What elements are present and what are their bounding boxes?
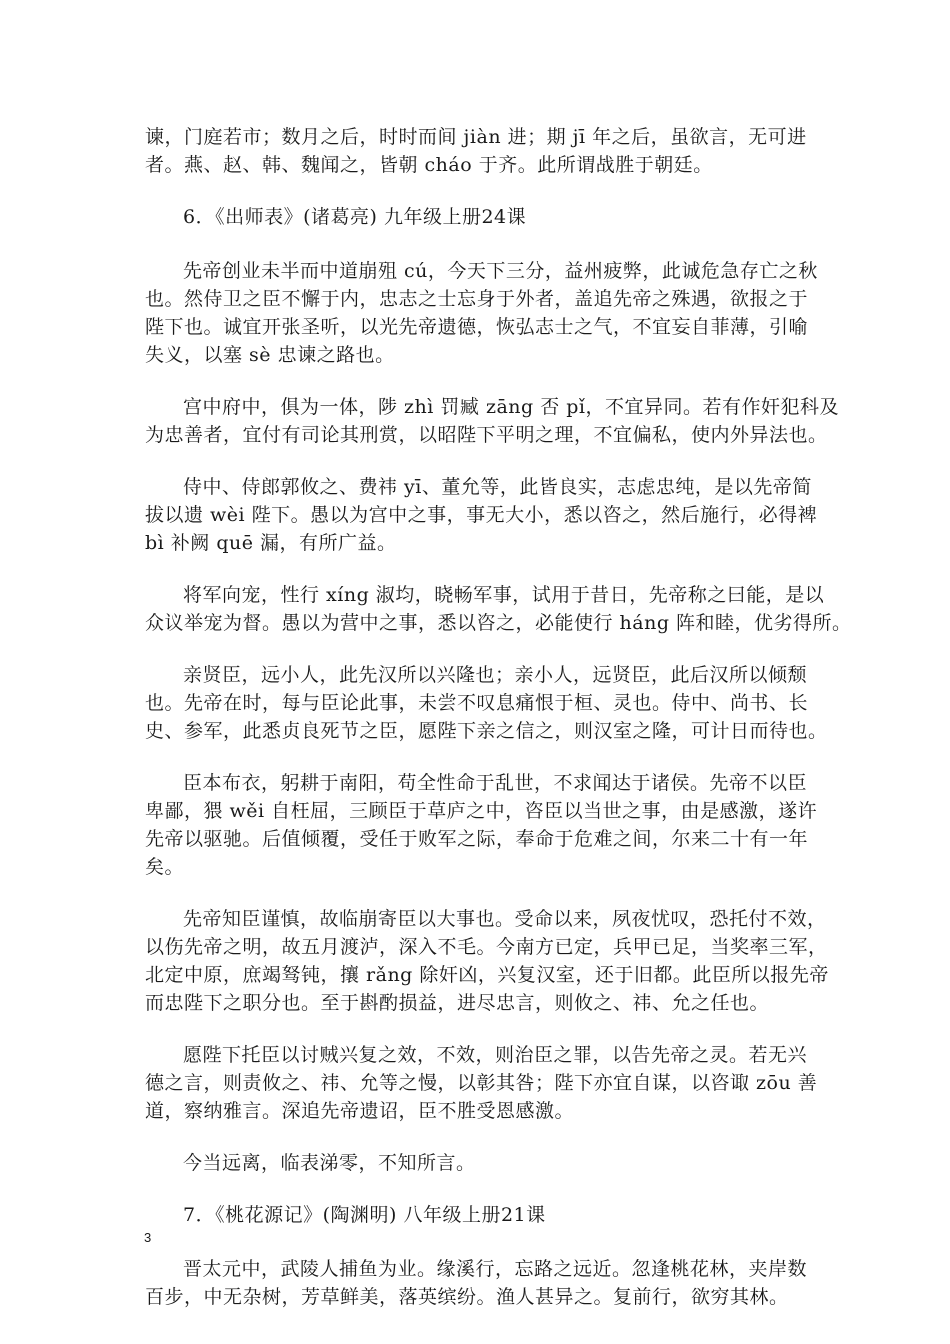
text-line: 失义，以塞 sè 忠谏之路也。 <box>145 344 395 366</box>
text-line: 史、参军，此悉贞良死节之臣，愿陛下亲之信之，则汉室之隆，可计日而待也。 <box>145 720 828 742</box>
paragraph-6-1 <box>145 257 818 369</box>
paragraph-6-9 <box>145 1149 805 1177</box>
text-line: 臣本布衣，躬耕于南阳，苟全性命于乱世，不求闻达于诸侯。先帝不以臣 <box>183 772 808 794</box>
text-line: 百步，中无杂树，芳草鲜美，落英缤纷。渔人甚异之。复前行，欲穷其林。 <box>145 1286 789 1308</box>
text-line: 拔以遗 wèi 陛下。愚以为宫中之事，事无大小，悉以咨之，然后施行，必得裨 <box>145 504 818 526</box>
text-line: 为忠善者，宜付有司论其刑赏，以昭陛下平明之理，不宜偏私，使内外异法也。 <box>145 424 828 446</box>
intro-paragraph <box>145 123 805 179</box>
text-line: 宫中府中，俱为一体，陟 zhì 罚臧 zāng 否 pǐ，不宜异同。若有作奸犯科及 <box>183 396 839 418</box>
text-line: 德之言，则责攸之、祎、允等之慢，以彰其咎；陛下亦宜自谋，以咨诹 zōu 善 <box>145 1072 818 1094</box>
text-line: 亲贤臣，远小人，此先汉所以兴隆也；亲小人，远贤臣，此后汉所以倾颓 <box>183 664 808 686</box>
paragraph-7-1 <box>145 1255 808 1311</box>
section-heading-7: 7．《桃花源记》(陶渊明) 八年级上册21课 <box>183 1204 546 1226</box>
text-line: 以伤先帝之明，故五月渡泸，深入不毛。今南方已定，兵甲已足，当奖率三军， <box>145 936 828 958</box>
text-line: 众议举宠为督。愚以为营中之事，悉以咨之，必能使行 háng 阵和睦，优劣得所。 <box>145 612 852 634</box>
text-line: 也。先帝在时，每与臣论此事，未尝不叹息痛恨于桓、灵也。侍中、尚书、长 <box>145 692 809 714</box>
paragraph-6-8 <box>145 1041 818 1125</box>
text-line: 也。然侍卫之臣不懈于内，忠志之士忘身于外者，盖追先帝之殊遇，欲报之于 <box>145 288 809 310</box>
paragraph-6-2 <box>145 393 839 449</box>
paragraph-6-7 <box>145 905 829 1017</box>
paragraph-6-5 <box>145 661 828 745</box>
text-line: 愿陛下托臣以讨贼兴复之效，不效，则治臣之罪，以告先帝之灵。若无兴 <box>183 1044 808 1066</box>
text-line: 矣。 <box>145 856 185 878</box>
text-line: 先帝创业未半而中道崩殂 cú，今天下三分，益州疲弊，此诚危急存亡之秋 <box>183 260 818 282</box>
text-line: 晋太元中，武陵人捕鱼为业。缘溪行，忘路之远近。忽逢桃花林，夹岸数 <box>183 1258 808 1280</box>
text-line: 北定中原，庶竭驽钝，攘 rǎng 除奸凶，兴复汉室，还于旧都。此臣所以报先帝 <box>145 964 829 986</box>
text-line: 者。燕、赵、韩、魏闻之，皆朝 cháo 于齐。此所谓战胜于朝廷。 <box>145 154 713 176</box>
document-body <box>145 123 852 1335</box>
paragraph-6-6 <box>145 769 818 881</box>
text-line: 先帝以驱驰。后值倾覆，受任于败军之际，奉命于危难之间，尔来二十有一年 <box>145 828 809 850</box>
text-line: 卑鄙，猥 wěi 自枉屈，三顾臣于草庐之中，咨臣以当世之事，由是感激，遂许 <box>145 800 818 822</box>
text-line: 侍中、侍郎郭攸之、费祎 yī、董允等，此皆良实，志虑忠纯，是以先帝简 <box>183 476 812 498</box>
text-line: 而忠陛下之职分也。至于斟酌损益，进尽忠言，则攸之、祎、允之任也。 <box>145 992 770 1014</box>
text-line: 谏，门庭若市；数月之后，时时而间 jiàn 进；期 jī 年之后，虽欲言，无可进 <box>145 126 807 148</box>
text-line: 道，察纳雅言。深追先帝遗诏，臣不胜受恩感激。 <box>145 1100 575 1122</box>
text-line: 将军向宠，性行 xíng 淑均，晓畅军事，试用于昔日，先帝称之曰能，是以 <box>183 584 825 606</box>
paragraph-6-4 <box>145 581 852 637</box>
text-line: bì 补阙 quē 漏，有所广益。 <box>145 532 397 554</box>
paragraph-6-3 <box>145 473 818 557</box>
section-heading-6: 6．《出师表》(诸葛亮) 九年级上册24课 <box>183 206 527 228</box>
text-line: 陛下也。诚宜开张圣听，以光先帝遗德，恢弘志士之气，不宜妄自菲薄，引喻 <box>145 316 809 338</box>
page-number: 3 <box>144 1230 152 1245</box>
text-line: 先帝知臣谨慎，故临崩寄臣以大事也。受命以来，夙夜忧叹，恐托付不效， <box>183 908 827 930</box>
text-line: 今当远离，临表涕零，不知所言。 <box>183 1152 476 1174</box>
